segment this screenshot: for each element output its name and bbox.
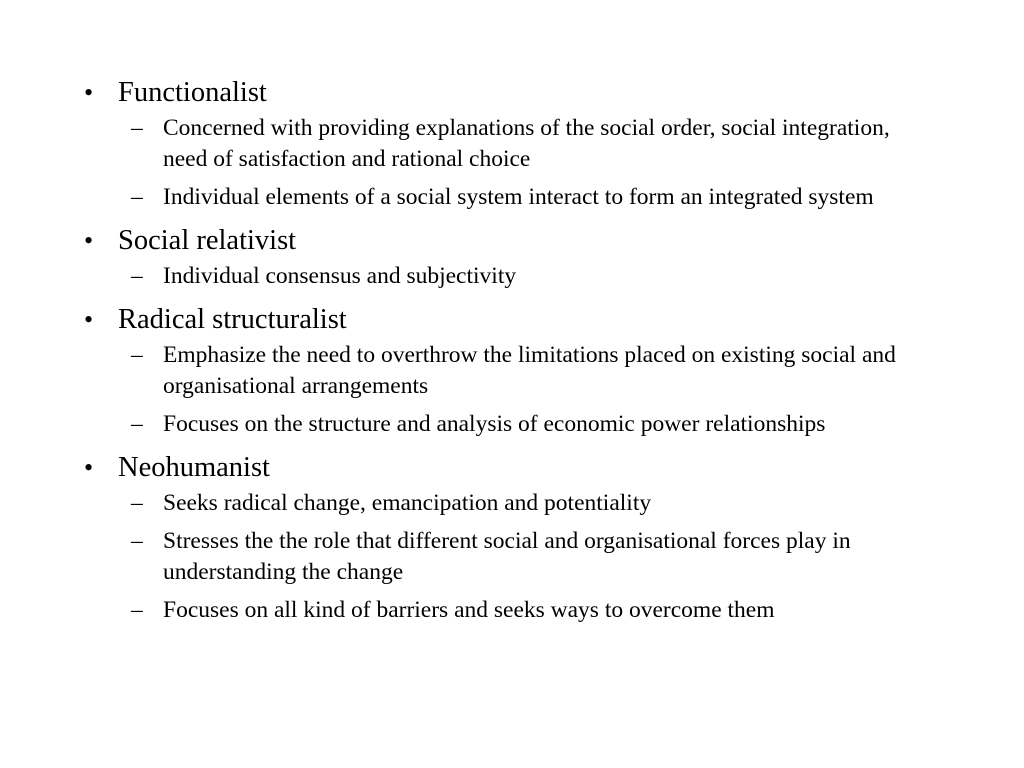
topic-title: Neohumanist	[118, 452, 270, 483]
sub-point-text: Stresses the the role that different social and organisational forces play in understanding the change	[163, 528, 851, 585]
dash-icon: –	[131, 490, 143, 516]
sub-point-text: Individual elements of a social system interact to form an integrated system	[163, 184, 874, 210]
dash-icon: –	[131, 115, 143, 141]
sub-point-list	[80, 113, 960, 213]
sub-point	[80, 182, 933, 213]
bullet-list	[80, 72, 960, 633]
topic-radical-structuralist	[80, 299, 960, 440]
dash-icon: –	[131, 184, 143, 210]
sub-point	[80, 595, 933, 626]
dash-icon: –	[131, 528, 143, 554]
topic-heading	[80, 220, 960, 261]
sub-point-text: Seeks radical change, emancipation and potentiality	[163, 490, 652, 516]
topic-heading	[80, 447, 960, 488]
bullet-dot-icon: •	[84, 305, 94, 334]
bullet-dot-icon: •	[84, 226, 94, 255]
dash-icon: –	[131, 597, 143, 623]
sub-point	[80, 526, 933, 588]
dash-icon: –	[131, 263, 143, 289]
sub-point-list	[80, 340, 960, 440]
bullet-dot-icon: •	[84, 78, 94, 107]
sub-point-list	[80, 261, 960, 292]
topic-title: Functionalist	[118, 77, 267, 108]
topic-heading	[80, 299, 960, 340]
sub-point-text: Emphasize the need to overthrow the limitations placed on existing social and organisational arrangements	[163, 342, 896, 399]
sub-point-list	[80, 488, 960, 626]
sub-point	[80, 409, 933, 440]
sub-point	[80, 261, 933, 292]
dash-icon: –	[131, 342, 143, 368]
topic-title: Radical structuralist	[118, 304, 347, 335]
topic-social-relativist	[80, 220, 960, 292]
dash-icon: –	[131, 411, 143, 437]
sub-point-text: Concerned with providing explanations of the social order, social integration, need of satisfaction and rational choice	[163, 115, 890, 172]
topic-title: Social relativist	[118, 225, 297, 256]
bullet-dot-icon: •	[84, 453, 94, 482]
topic-functionalist	[80, 72, 960, 213]
sub-point-text: Individual consensus and subjectivity	[163, 263, 517, 289]
sub-point	[80, 340, 933, 402]
sub-point	[80, 113, 933, 175]
topic-heading	[80, 72, 960, 113]
sub-point	[80, 488, 933, 519]
sub-point-text: Focuses on all kind of barriers and seeks ways to overcome them	[163, 597, 775, 623]
sub-point-text: Focuses on the structure and analysis of economic power relationships	[163, 411, 826, 437]
topic-neohumanist	[80, 447, 960, 626]
